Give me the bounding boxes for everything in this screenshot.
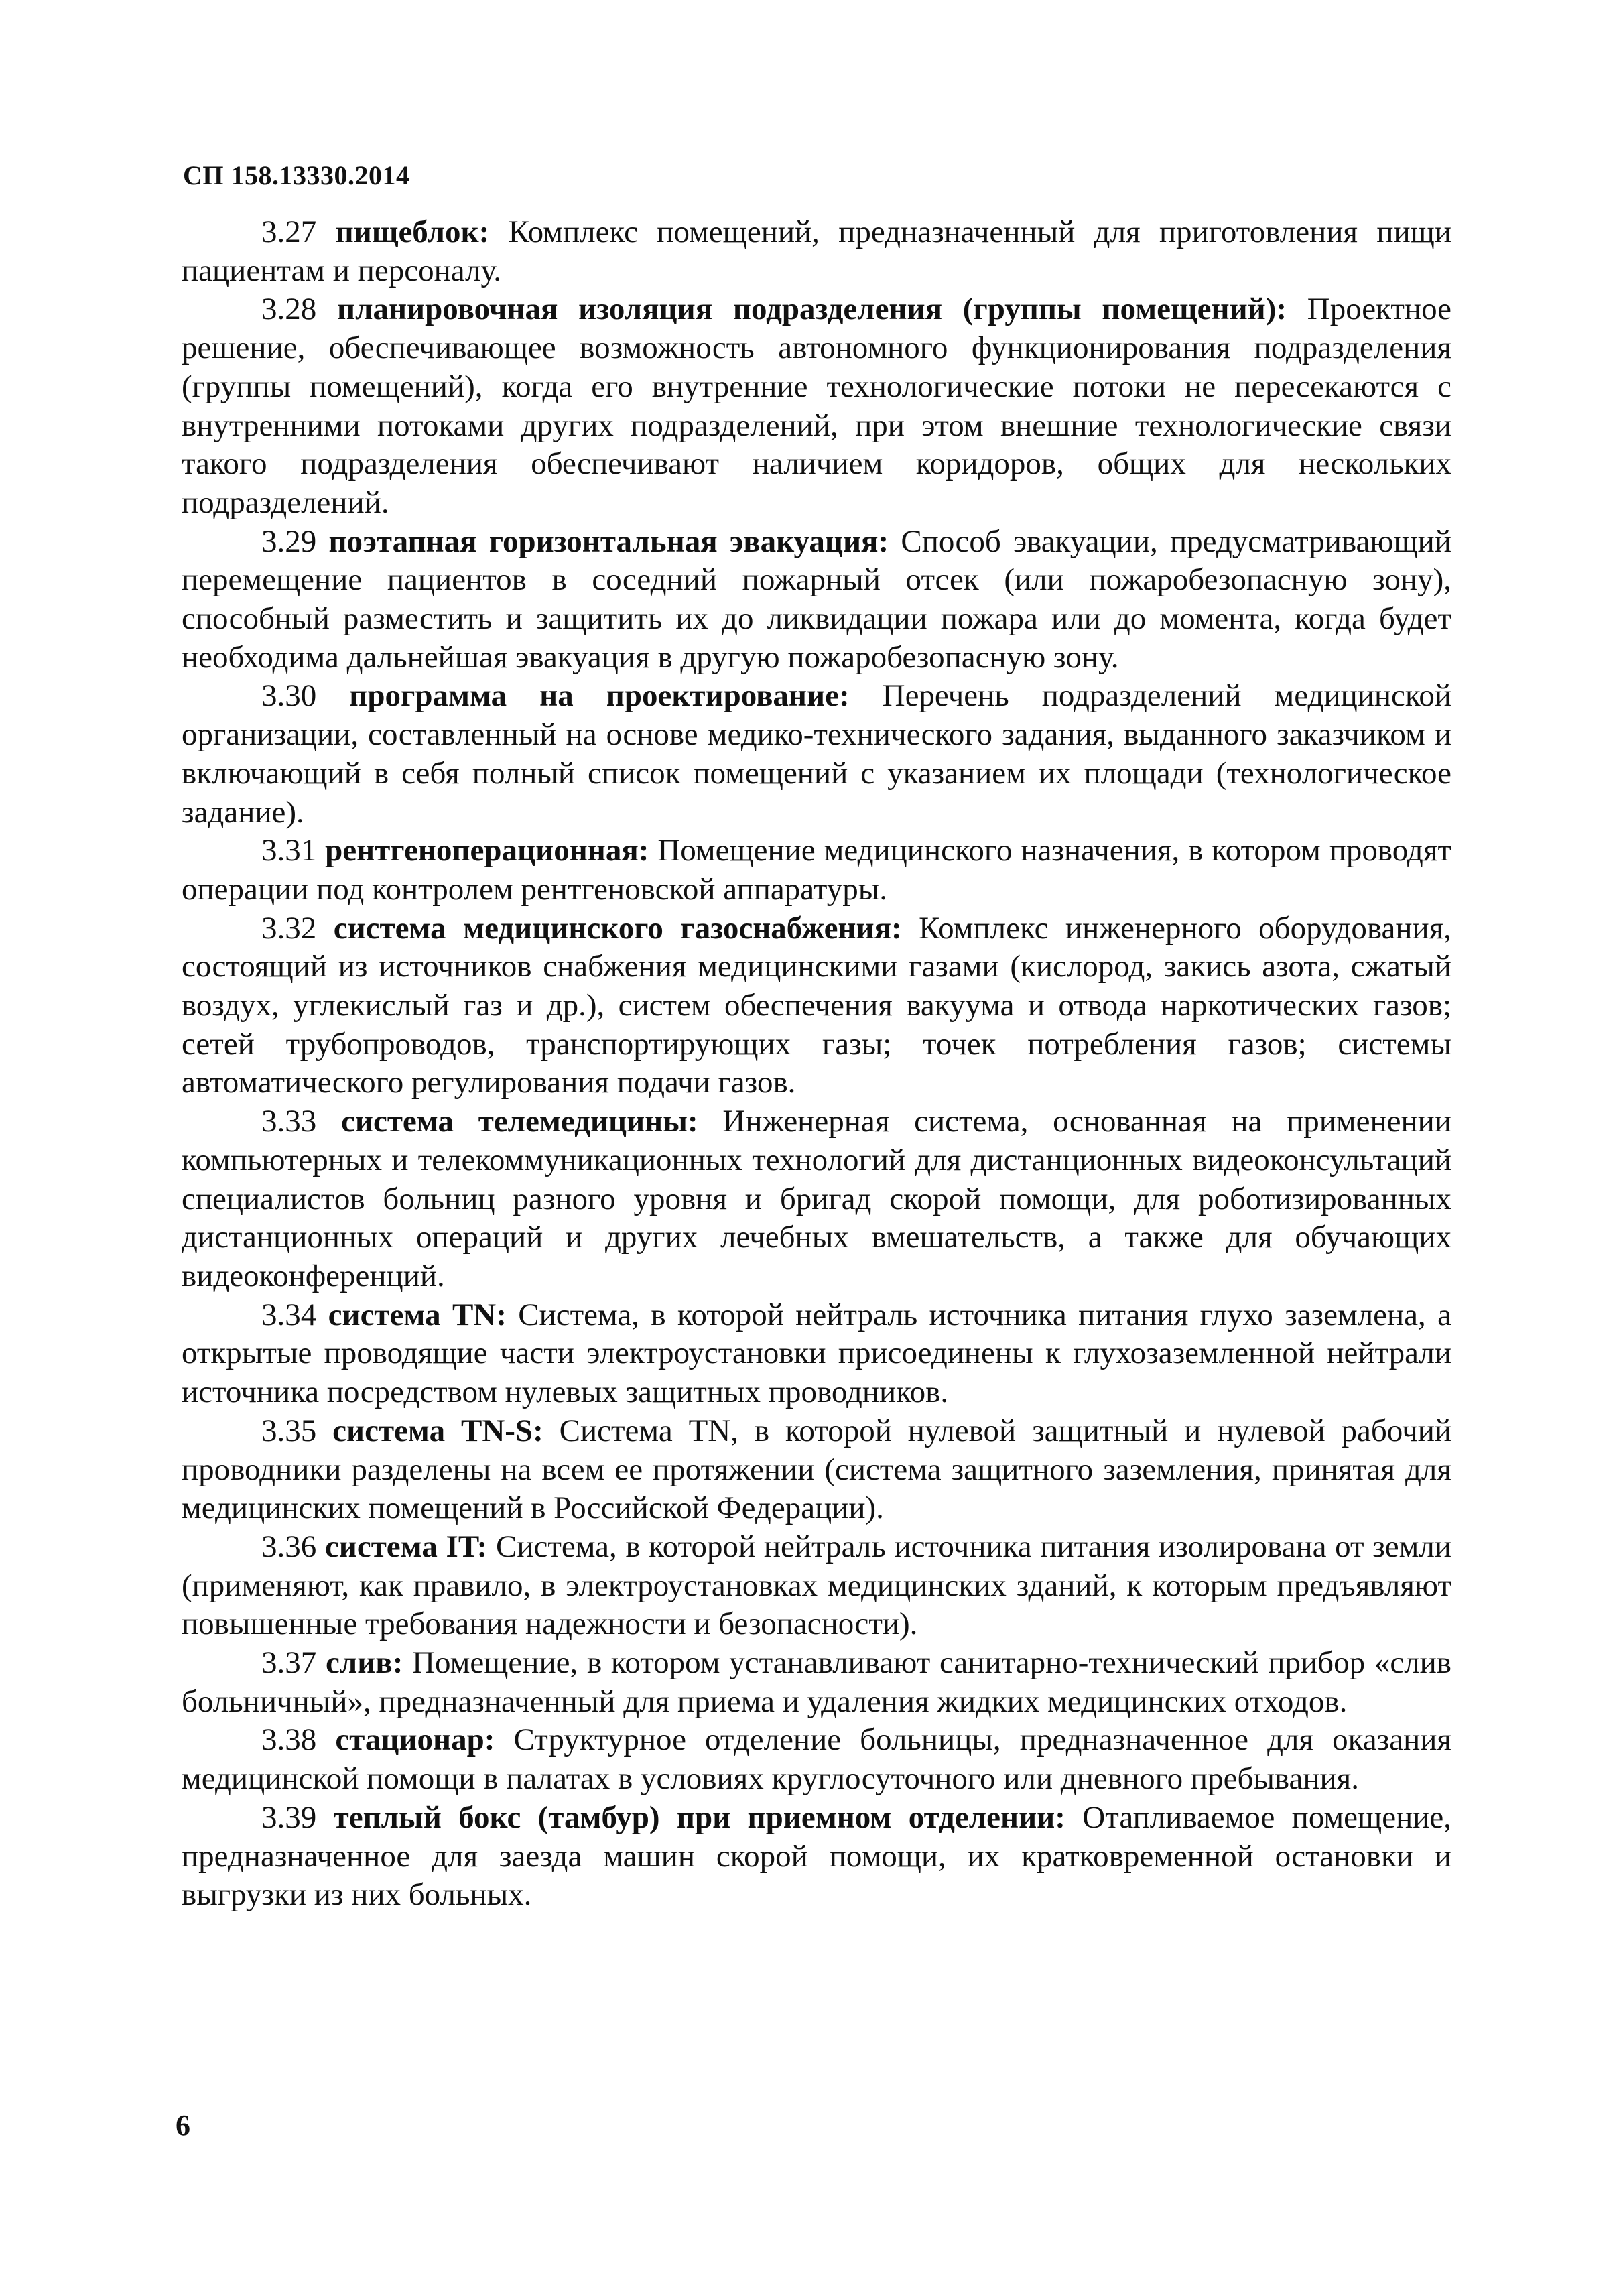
term-definition: Структурное отделение больницы, предназначенное для оказания медицинской помощи в палатах в условиях круглосуточного или дневного пребывания. <box>182 1722 1451 1797</box>
term-entry-3-36 <box>182 1528 1451 1644</box>
terms-section <box>182 213 1451 1915</box>
term-number: 3.27 <box>261 214 317 249</box>
term-name: поэтапная горизонтальная эвакуация: <box>328 523 889 559</box>
term-entry-3-30 <box>182 677 1451 832</box>
term-entry-3-38 <box>182 1721 1451 1798</box>
term-name: программа на проектирование: <box>349 678 850 714</box>
term-definition: Инженерная система, основанная на применении компьютерных и телекоммуникационных технологий для дистанционных видеоконсультаций специалистов больниц разного уровня и бригад скорой помощи, для роботизированных дистанционных операций и других лечебных вмешательств, а также для обучающих видеоконференций. <box>182 1104 1451 1293</box>
term-entry-3-35 <box>182 1412 1451 1528</box>
term-number: 3.29 <box>261 523 317 559</box>
term-name: система телемедицины: <box>341 1104 698 1139</box>
term-name: система медицинского газоснабжения: <box>333 910 902 946</box>
term-definition: Проектное решение, обеспечивающее возможность автономного функционирования подразделения (группы помещений), когда его внутренние технологические потоки не пересекаются с внутренними потоками других подразделений, при этом внешние технологические связи такого подразделения обеспечивают наличием коридоров, общих для нескольких подразделений. <box>182 292 1451 520</box>
term-number: 3.28 <box>261 292 317 327</box>
term-number: 3.38 <box>261 1722 317 1758</box>
term-number: 3.30 <box>261 678 317 714</box>
term-entry-3-32 <box>182 909 1451 1103</box>
term-entry-3-37 <box>182 1644 1451 1721</box>
term-name: слив: <box>326 1645 403 1681</box>
term-name: стационар: <box>335 1722 495 1758</box>
term-number: 3.39 <box>261 1799 317 1835</box>
term-entry-3-39 <box>182 1799 1451 1915</box>
term-name: система IT: <box>324 1529 488 1564</box>
term-number: 3.37 <box>261 1645 317 1681</box>
term-entry-3-31 <box>182 832 1451 909</box>
term-definition: Отапливаемое помещение, предназначенное для заезда машин скорой помощи, их кратковременной остановки и выгрузки из них больных. <box>182 1799 1452 1913</box>
term-entry-3-29 <box>182 523 1451 678</box>
term-entry-3-33 <box>182 1102 1451 1296</box>
term-name: планировочная изоляция подразделения (группы помещений): <box>337 292 1287 327</box>
term-name: пищеблок: <box>335 214 490 249</box>
term-number: 3.33 <box>261 1104 317 1139</box>
term-entry-3-34 <box>182 1296 1451 1412</box>
term-number: 3.31 <box>261 833 317 869</box>
term-name: теплый бокс (тамбур) при приемном отделении: <box>333 1799 1065 1835</box>
term-definition: Система, в которой нейтраль источника питания изолирована от земли (применяют, как правило, в электроустановках медицинских зданий, к которым предъявляют повышенные требования надежности и безопасности). <box>182 1529 1452 1642</box>
term-entry-3-27 <box>182 213 1451 290</box>
document-code: СП 158.13330.2014 <box>183 160 410 190</box>
term-number: 3.34 <box>261 1297 317 1332</box>
term-number: 3.32 <box>261 910 317 946</box>
term-definition: Помещение медицинского назначения, в котором проводят операции под контролем рентгеновской аппаратуры. <box>182 833 1451 907</box>
term-definition: Способ эвакуации, предусматривающий перемещение пациентов в соседний пожарный отсек (или пожаробезопасную зону), способный разместить и защитить их до ликвидации пожара или до момента, когда будет необходима дальнейшая эвакуация в другую пожаробезопасную зону. <box>182 523 1451 675</box>
term-definition: Перечень подразделений медицинской организации, составленный на основе медико-технического задания, выданного заказчиком и включающий в себя полный список помещений с указанием их площади (технологическое задание). <box>182 678 1452 830</box>
term-definition: Система, в которой нейтраль источника питания глухо заземлена, а открытые проводящие части электроустановки присоединены к глухозаземленной нейтрали источника посредством нулевых защитных проводников. <box>182 1297 1452 1410</box>
term-name: система TN: <box>328 1297 507 1332</box>
term-entry-3-28 <box>182 290 1451 522</box>
term-name: система TN-S: <box>332 1413 543 1448</box>
term-definition: Помещение, в котором устанавливают санитарно-технический прибор «слив больничный», предназначенный для приема и удаления жидких медицинских отходов. <box>182 1645 1451 1719</box>
term-name: рентгеноперационная: <box>325 833 649 869</box>
term-definition: Система TN, в которой нулевой защитный и нулевой рабочий проводники разделены на всем ее протяжении (система защитного заземления, принятая для медицинских помещений в Российской Федерации). <box>182 1413 1452 1526</box>
term-definition: Комплекс помещений, предназначенный для приготовления пищи пациентам и персоналу. <box>182 214 1452 288</box>
term-number: 3.36 <box>261 1529 317 1564</box>
term-definition: Комплекс инженерного оборудования, состоящий из источников снабжения медицинскими газами (кислород, закись азота, сжатый воздух, углекислый газ и др.), систем обеспечения вакуума и отвода наркотических газов; сетей трубопроводов, транспортирующих газы; точек потребления газов; системы автоматического регулирования подачи газов. <box>182 910 1452 1100</box>
page-number: 6 <box>176 2109 190 2142</box>
term-number: 3.35 <box>261 1413 317 1448</box>
